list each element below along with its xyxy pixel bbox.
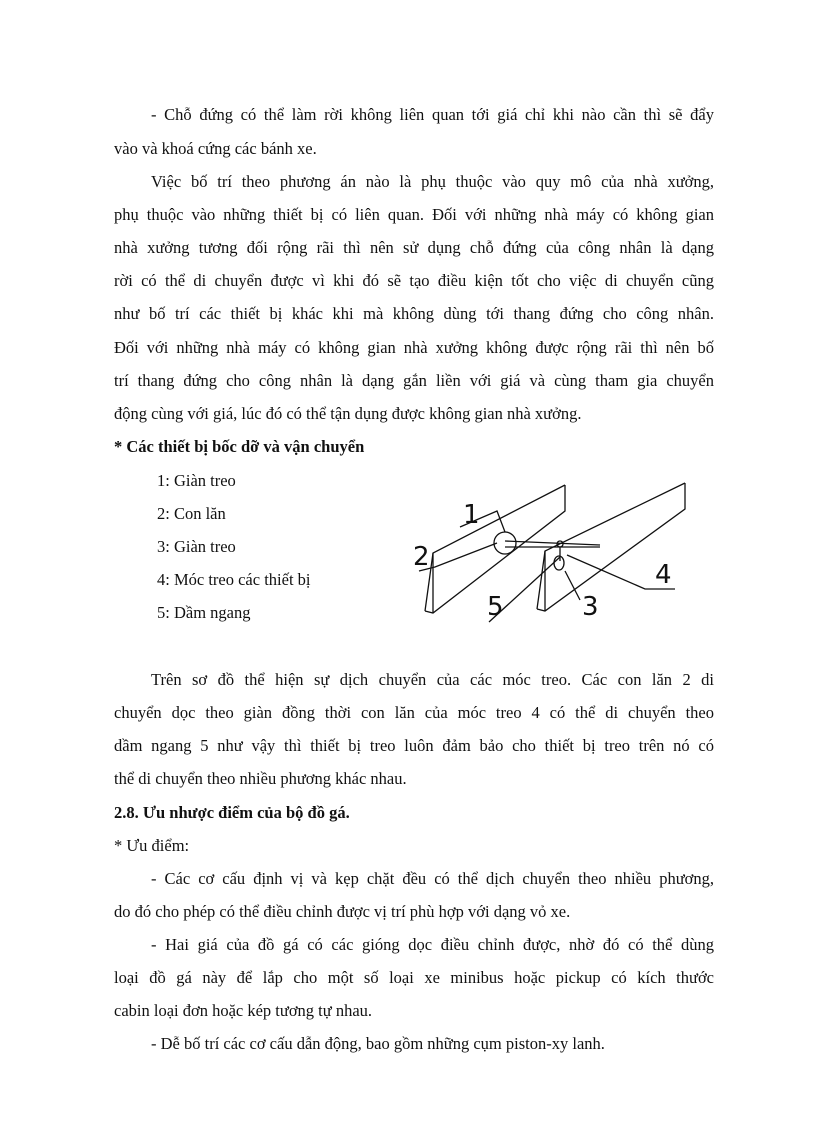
list-item: 1: Giàn treo <box>157 471 236 490</box>
text-line: cabin loại đơn hoặc kép tương tự nhau. <box>114 1001 373 1020</box>
text-line: vào và khoá cứng các bánh xe. <box>114 139 317 158</box>
text-line: rời có thể di chuyển được vì khi đó sẽ tạo điều kiện tốt cho việc di chuyển cũng <box>114 271 714 290</box>
text-line: - Các cơ cấu định vị và kẹp chặt đều có thể dịch chuyển theo nhiều phương, <box>151 869 714 888</box>
text-line: nhà xưởng tương đối rộng rãi thì nên sử dụng chỗ đứng của công nhân là dạng <box>114 238 714 257</box>
diagram-label: 2 <box>413 542 430 572</box>
section-heading: 2.8. Ưu nhược điểm của bộ đồ gá. <box>114 803 350 822</box>
text-line: Việc bố trí theo phương án nào là phụ thuộc vào quy mô của nhà xưởng, <box>151 172 714 191</box>
text-line: phụ thuộc vào những thiết bị có liên quan. Đối với những nhà máy có không gian <box>114 205 714 224</box>
text-line: động cùng với giá, lúc đó có thể tận dụng được không gian nhà xưởng. <box>114 404 582 423</box>
list-item: 3: Giàn treo <box>157 537 236 556</box>
beam-5 <box>505 541 600 545</box>
text-line: - Dễ bố trí các cơ cấu dẫn động, bao gồm những cụm piston-xy lanh. <box>151 1034 605 1053</box>
roller-2 <box>494 532 516 554</box>
text-line: thể di chuyển theo nhiều phương khác nhau. <box>114 769 407 788</box>
diagram-label: 3 <box>582 592 599 622</box>
text-line: như bố trí các thiết bị khác khi mà không dùng tới thang đứng cho công nhân. <box>114 304 714 323</box>
text-line: do đó cho phép có thể điều chỉnh được vị trí phù hợp với dạng vỏ xe. <box>114 902 571 921</box>
text-line: Đối với những nhà máy có không gian nhà xưởng không được rộng rãi thì nên bố <box>114 338 714 357</box>
list-item: 5: Dầm ngang <box>157 603 251 622</box>
text-line: dầm ngang 5 như vậy thì thiết bị treo luôn đảm bảo cho thiết bị treo trên nó có <box>114 736 714 755</box>
diagram-label: 5 <box>487 592 504 622</box>
list-item: 4: Móc treo các thiết bị <box>157 570 311 589</box>
hoist-diagram <box>405 475 705 625</box>
text-line: - Chỗ đứng có thể làm rời không liên quan tới giá chỉ khi nào cần thì sẽ đẩy <box>151 105 714 124</box>
text-line: Trên sơ đồ thể hiện sự dịch chuyển của các móc treo. Các con lăn 2 di <box>151 670 714 689</box>
diagram-label: 4 <box>655 560 672 590</box>
list-item: 2: Con lăn <box>157 504 226 523</box>
text-line: loại đồ gá này để lắp cho một số loại xe minibus hoặc pickup có kích thước <box>114 968 714 987</box>
text-line: trí thang đứng cho công nhân là dạng gắn liền với giá và cùng tham gia chuyển <box>114 371 714 390</box>
diagram-label: 1 <box>463 500 480 530</box>
subheading: * Ưu điểm: <box>114 836 190 855</box>
text-line: - Hai giá của đồ gá có các gióng dọc điều chỉnh được, nhờ đó có thể dùng <box>151 935 714 954</box>
subheading: * Các thiết bị bốc dỡ và vận chuyển <box>114 437 365 456</box>
text-line: chuyển dọc theo giàn đồng thời con lăn của móc treo 4 có thể di chuyển theo <box>114 703 714 722</box>
